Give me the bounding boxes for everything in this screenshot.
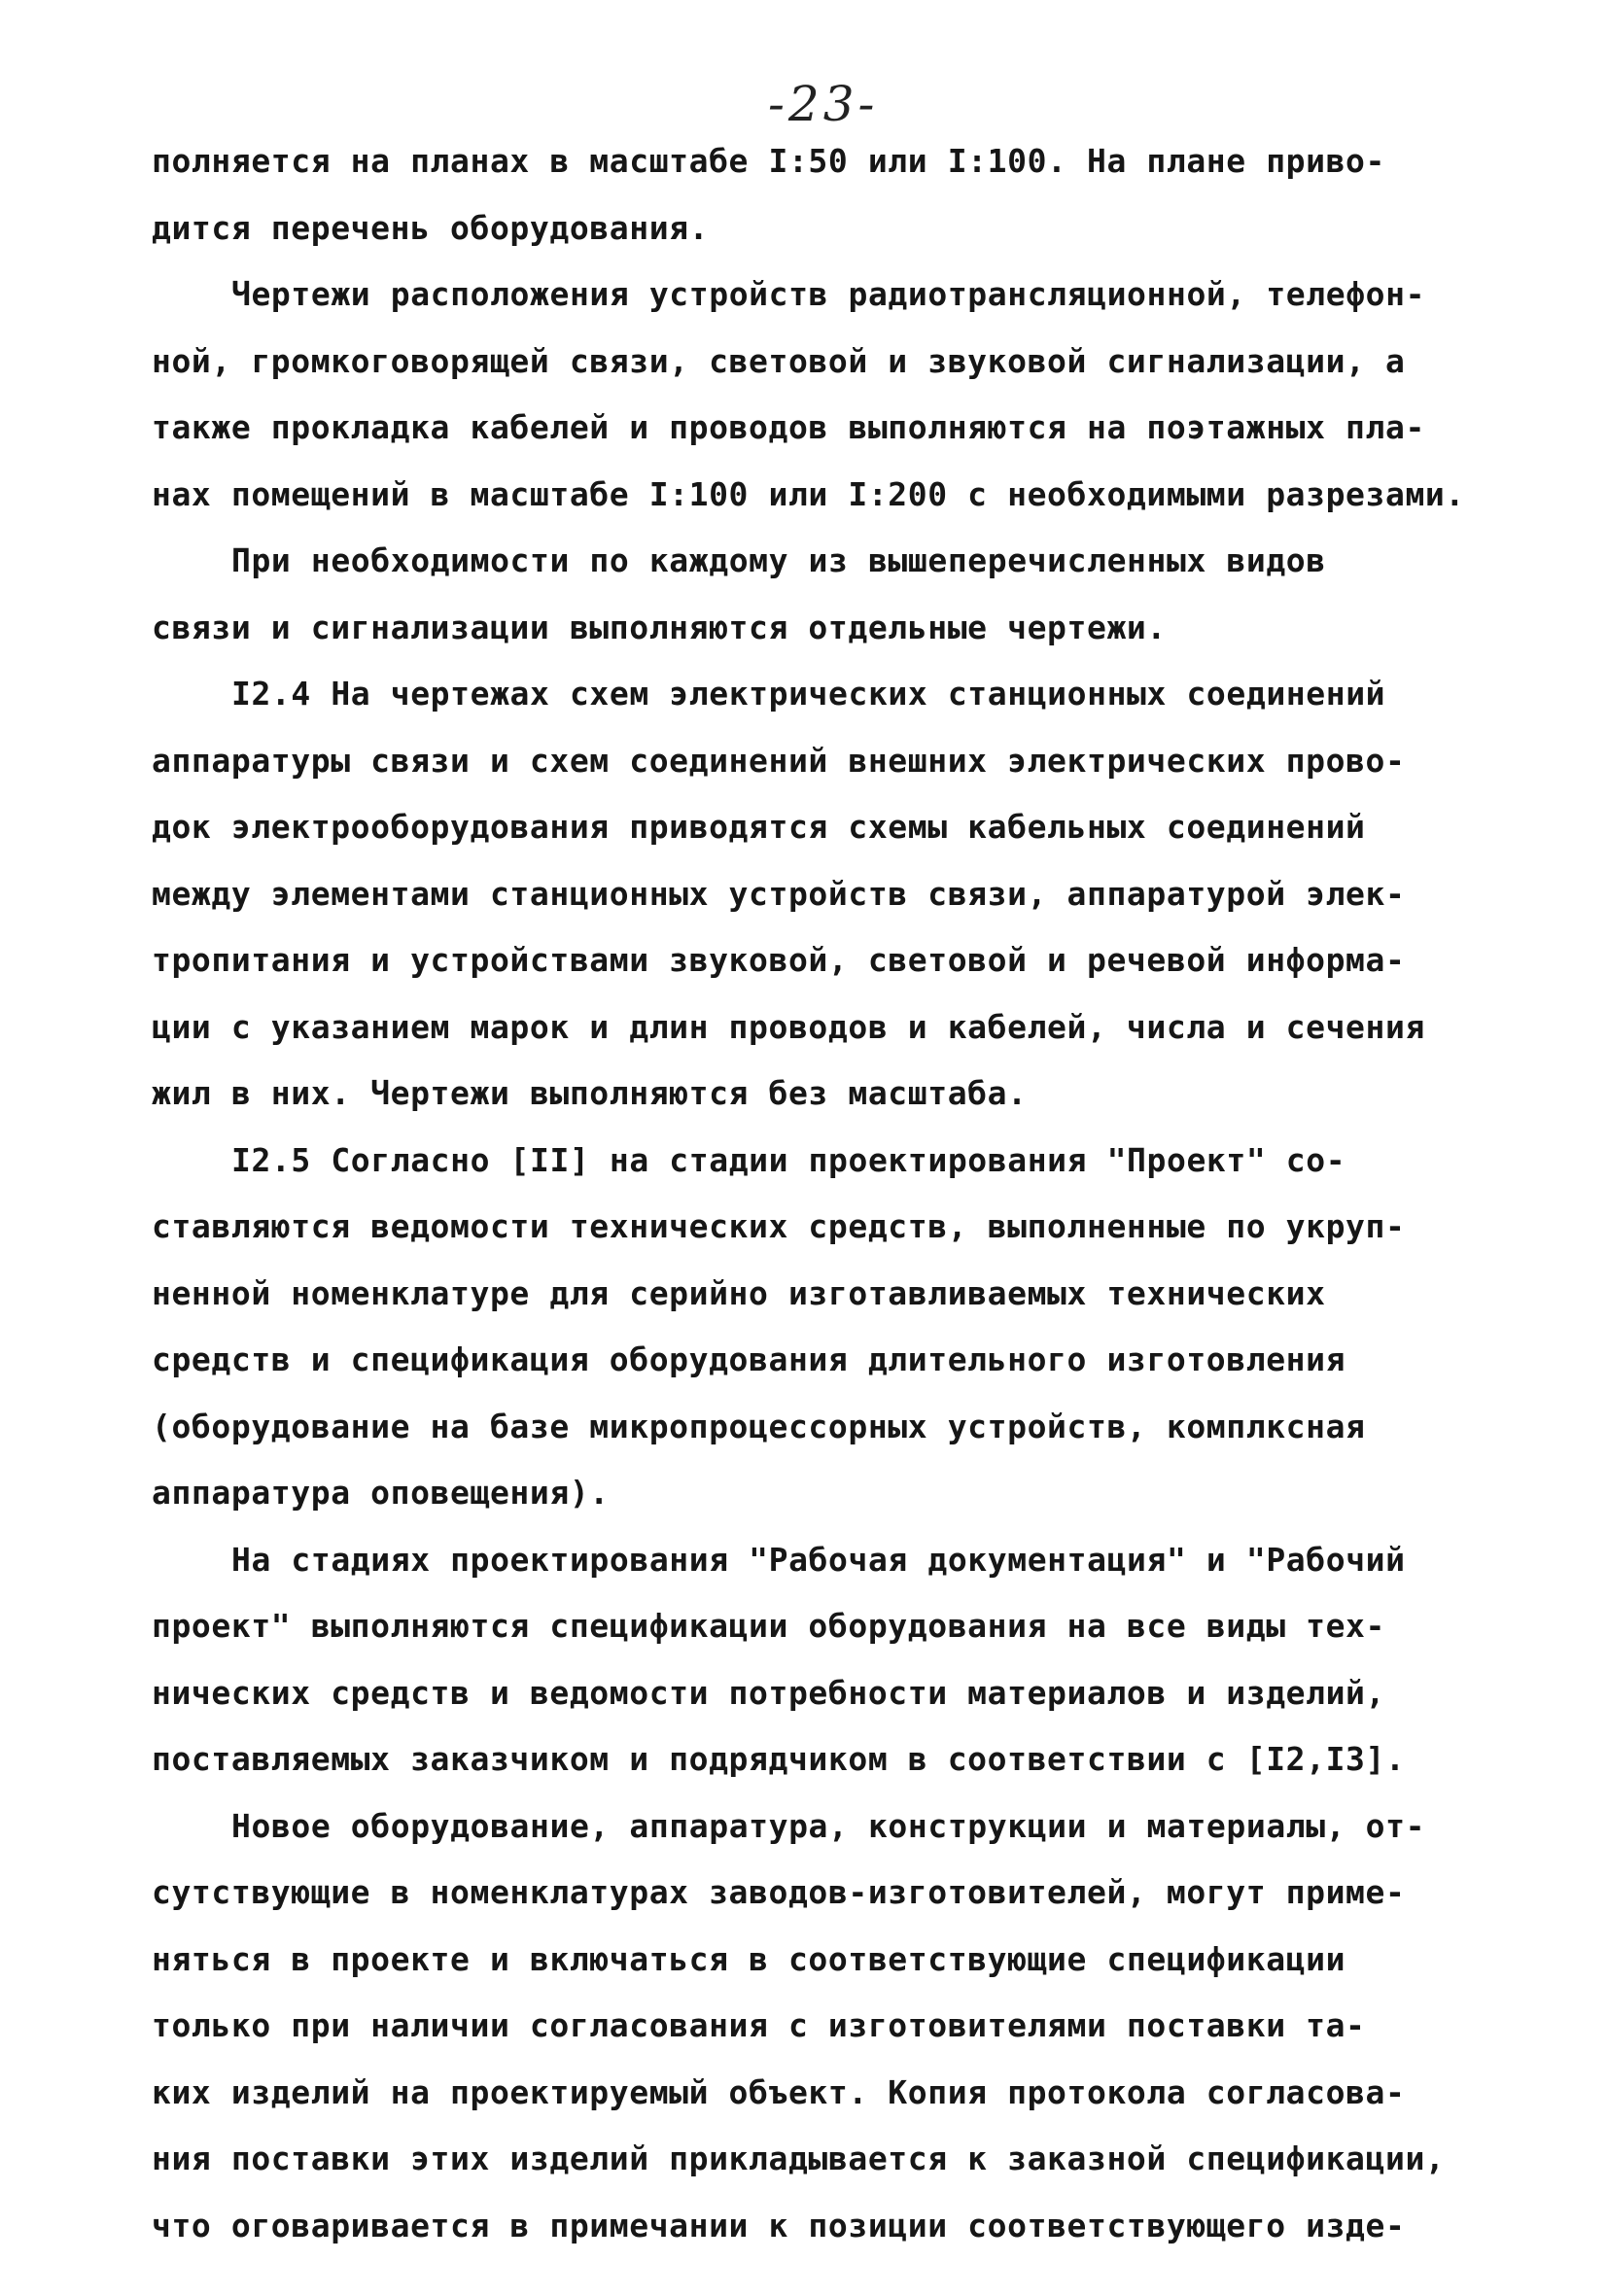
text-line: док электрооборудования приводятся схемы кабельных соединений xyxy=(152,808,1366,846)
text-line: При необходимости по каждому из вышеперечисленных видов xyxy=(231,541,1326,579)
text-line: нических средств и ведомости потребности материалов и изделий, xyxy=(152,1673,1385,1712)
text-line: между элементами станционных устройств связи, аппаратурой элек- xyxy=(152,874,1406,913)
text-line: ненной номенклатуре для серийно изготавливаемых технических xyxy=(152,1273,1326,1312)
text-line: жил в них. Чертежи выполняются без масштаба. xyxy=(152,1074,1028,1112)
page-number: -23- xyxy=(768,76,879,132)
text-line: ставляются ведомости технических средств, выполненные по укруп- xyxy=(152,1207,1406,1245)
text-line: связи и сигнализации выполняются отдельные чертежи. xyxy=(152,608,1167,646)
text-line: На стадиях проектирования "Рабочая документация" и "Рабочий xyxy=(231,1540,1406,1579)
text-line: проект" выполняются спецификации оборудования на все виды тех- xyxy=(152,1607,1385,1645)
text-line: полняется на планах в масштабе I:50 или I:100. На плане приво- xyxy=(152,142,1385,180)
text-line: поставляемых заказчиком и подрядчиком в соответствии с [I2,I3]. xyxy=(152,1740,1406,1778)
text-line: аппаратура оповещения). xyxy=(152,1474,610,1512)
text-line: также прокладка кабелей и проводов выполняются на поэтажных пла- xyxy=(152,408,1425,446)
text-line: няться в проекте и включаться в соответствующие спецификации xyxy=(152,1939,1346,1978)
text-line: ной, громкоговорящей связи, световой и звуковой сигнализации, а xyxy=(152,341,1406,380)
text-line: I2.4 На чертежах схем электрических станционных соединений xyxy=(231,675,1386,713)
text-line: тропитания и устройствами звуковой, световой и речевой информа- xyxy=(152,941,1406,979)
text-line: сутствующие в номенклатурах заводов-изготовителей, могут приме- xyxy=(152,1873,1406,1911)
text-line: ции с указанием марок и длин проводов и кабелей, числа и сечения xyxy=(152,1007,1425,1046)
body-text xyxy=(152,128,1474,2259)
text-line: только при наличии согласования с изготовителями поставки та- xyxy=(152,2006,1366,2044)
text-line: дится перечень оборудования. xyxy=(152,208,710,247)
text-line: Чертежи расположения устройств радиотрансляционной, телефон- xyxy=(231,275,1426,313)
text-line: I2.5 Согласно [II] на стадии проектирования "Проект" со- xyxy=(231,1140,1346,1179)
text-line: (оборудование на базе микропроцессорных устройств, комплксная xyxy=(152,1407,1366,1445)
text-line: что оговаривается в примечании к позиции соответствующего изде- xyxy=(152,2206,1406,2244)
text-line: средств и спецификация оборудования длительного изготовления xyxy=(152,1340,1346,1378)
text-line: ния поставки этих изделий прикладывается к заказной спецификации, xyxy=(152,2139,1446,2177)
text-line: аппаратуры связи и схем соединений внешних электрических прово- xyxy=(152,741,1406,780)
text-line: Новое оборудование, аппаратура, конструкции и материалы, от- xyxy=(231,1806,1426,1845)
text-line: нах помещений в масштабе I:100 или I:200 с необходимыми разрезами. xyxy=(152,474,1465,513)
text-line: ких изделий на проектируемый объект. Копия протокола согласова- xyxy=(152,2072,1406,2111)
